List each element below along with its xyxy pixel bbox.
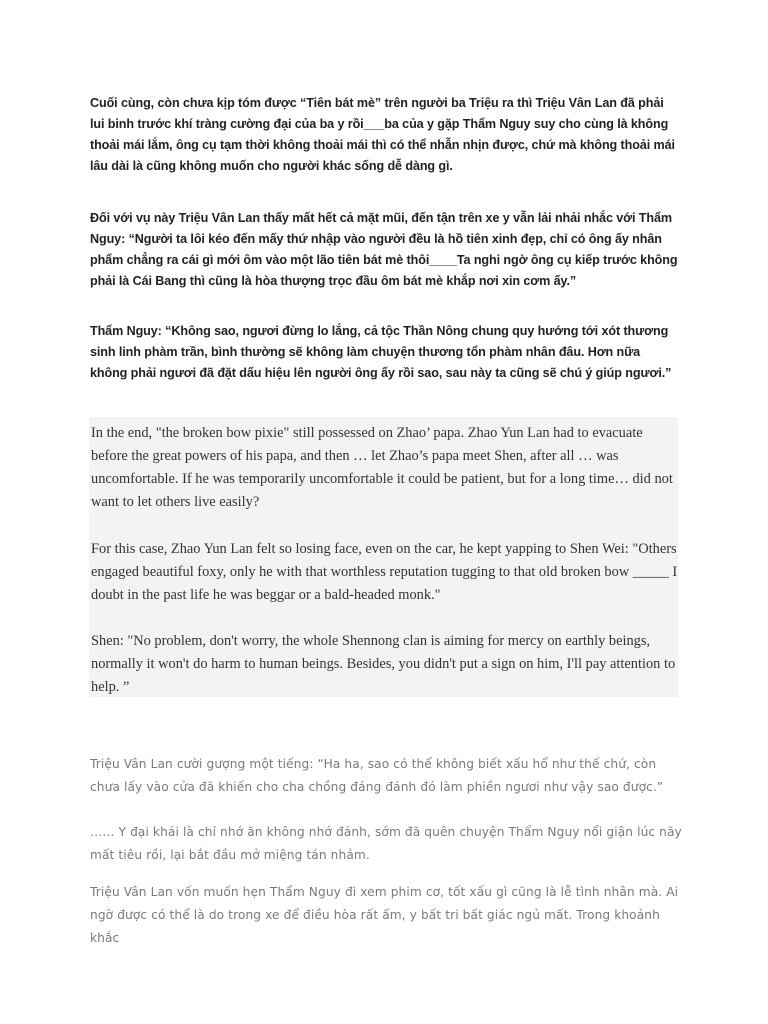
vietnamese-light-paragraph-1: Triệu Vân Lan cười gượng một tiếng: “Ha ha, sao có thể không biết xấu hổ như thế chứ, còn chưa lấy vào cửa đã khiến cho cha chồng đáng đánh đó làm phiền ngươi như vậy sao được.”: [90, 757, 664, 794]
english-paragraph-1: In the end, "the broken bow pixie" still possessed on Zhao’ papa. Zhao Yun Lan had to evacuate before the great powers of his papa, and then … let Zhao’s papa meet Shen, after all … was uncomfortable. If he was temporarily uncomfortable it could be patient, but for a long time… did not want to let others live easily?: [91, 425, 673, 510]
vietnamese-paragraph-2: Đối với vụ này Triệu Vân Lan thấy mất hết cả mặt mũi, đến tận trên xe y vẫn lải nhải nhắc với Thẩm Nguy: “Người ta lôi kéo đến mấy thứ nhập vào người đều là hồ tiên xinh đẹp, chỉ có ông ấy nhân phẩm chẳng ra cái gì mới ôm vào một lão tiên bát mè thôi____Ta nghi ngờ ông cụ kiếp trước không phải là Cái Bang thì cũng là hòa thượng trọc đầu ôm bát mè khắp nơi xin cơm ấy.”: [90, 211, 678, 288]
english-paragraph-2: For this case, Zhao Yun Lan felt so losing face, even on the car, he kept yapping to Shen Wei: "Others engaged beautiful foxy, only he with that worthless reputation tugging to that old broken bow _____ I doubt in the past life he was beggar or a bald-headed monk.": [91, 541, 678, 603]
english-paragraph-3: Shen: "No problem, don't worry, the whole Shennong clan is aiming for mercy on earthly beings, normally it won't do harm to human beings. Besides, you didn't put a sign on him, I'll pay attention to help. ”: [91, 633, 676, 695]
vietnamese-paragraph-3: Thẩm Nguy: “Không sao, ngươi đừng lo lắng, cả tộc Thần Nông chung quy hướng tới xót thương sinh linh phàm trần, bình thường sẽ không làm chuyện thương tổn phàm nhân đâu. Hơn nữa không phải ngươi đã đặt dấu hiệu lên người ông ấy rồi sao, sau này ta cũng sẽ chú ý giúp ngươi.”: [90, 324, 672, 380]
vietnamese-light-paragraph-3: Triệu Vân Lan vốn muốn hẹn Thẩm Nguy đi xem phim cơ, tốt xấu gì cũng là lễ tình nhân mà. Ai ngờ được có thể là do trong xe để điều hòa rất ấm, y bất tri bất giác ngủ mất. Trong khoảnh khắc: [90, 885, 679, 945]
vietnamese-light-paragraph-2: …… Y đại khái là chỉ nhớ ăn không nhớ đánh, sớm đã quên chuyện Thẩm Nguy nổi giận lúc nãy mất tiêu rồi, lại bắt đầu mở miệng tán nhảm.: [90, 825, 682, 862]
vietnamese-paragraph-1: Cuối cùng, còn chưa kịp tóm được “Tiên bát mè” trên người ba Triệu ra thì Triệu Vân Lan đã phải lui binh trước khí tràng cường đại của ba y rồi___ba của y gặp Thẩm Nguy suy cho cùng là không thoải mái lắm, ông cụ tạm thời không thoải mái thì có thể nhẫn nhịn được, chứ mà không thoải mái lâu dài là cũng không muốn cho người khác sống dễ dàng gì.: [90, 96, 675, 173]
